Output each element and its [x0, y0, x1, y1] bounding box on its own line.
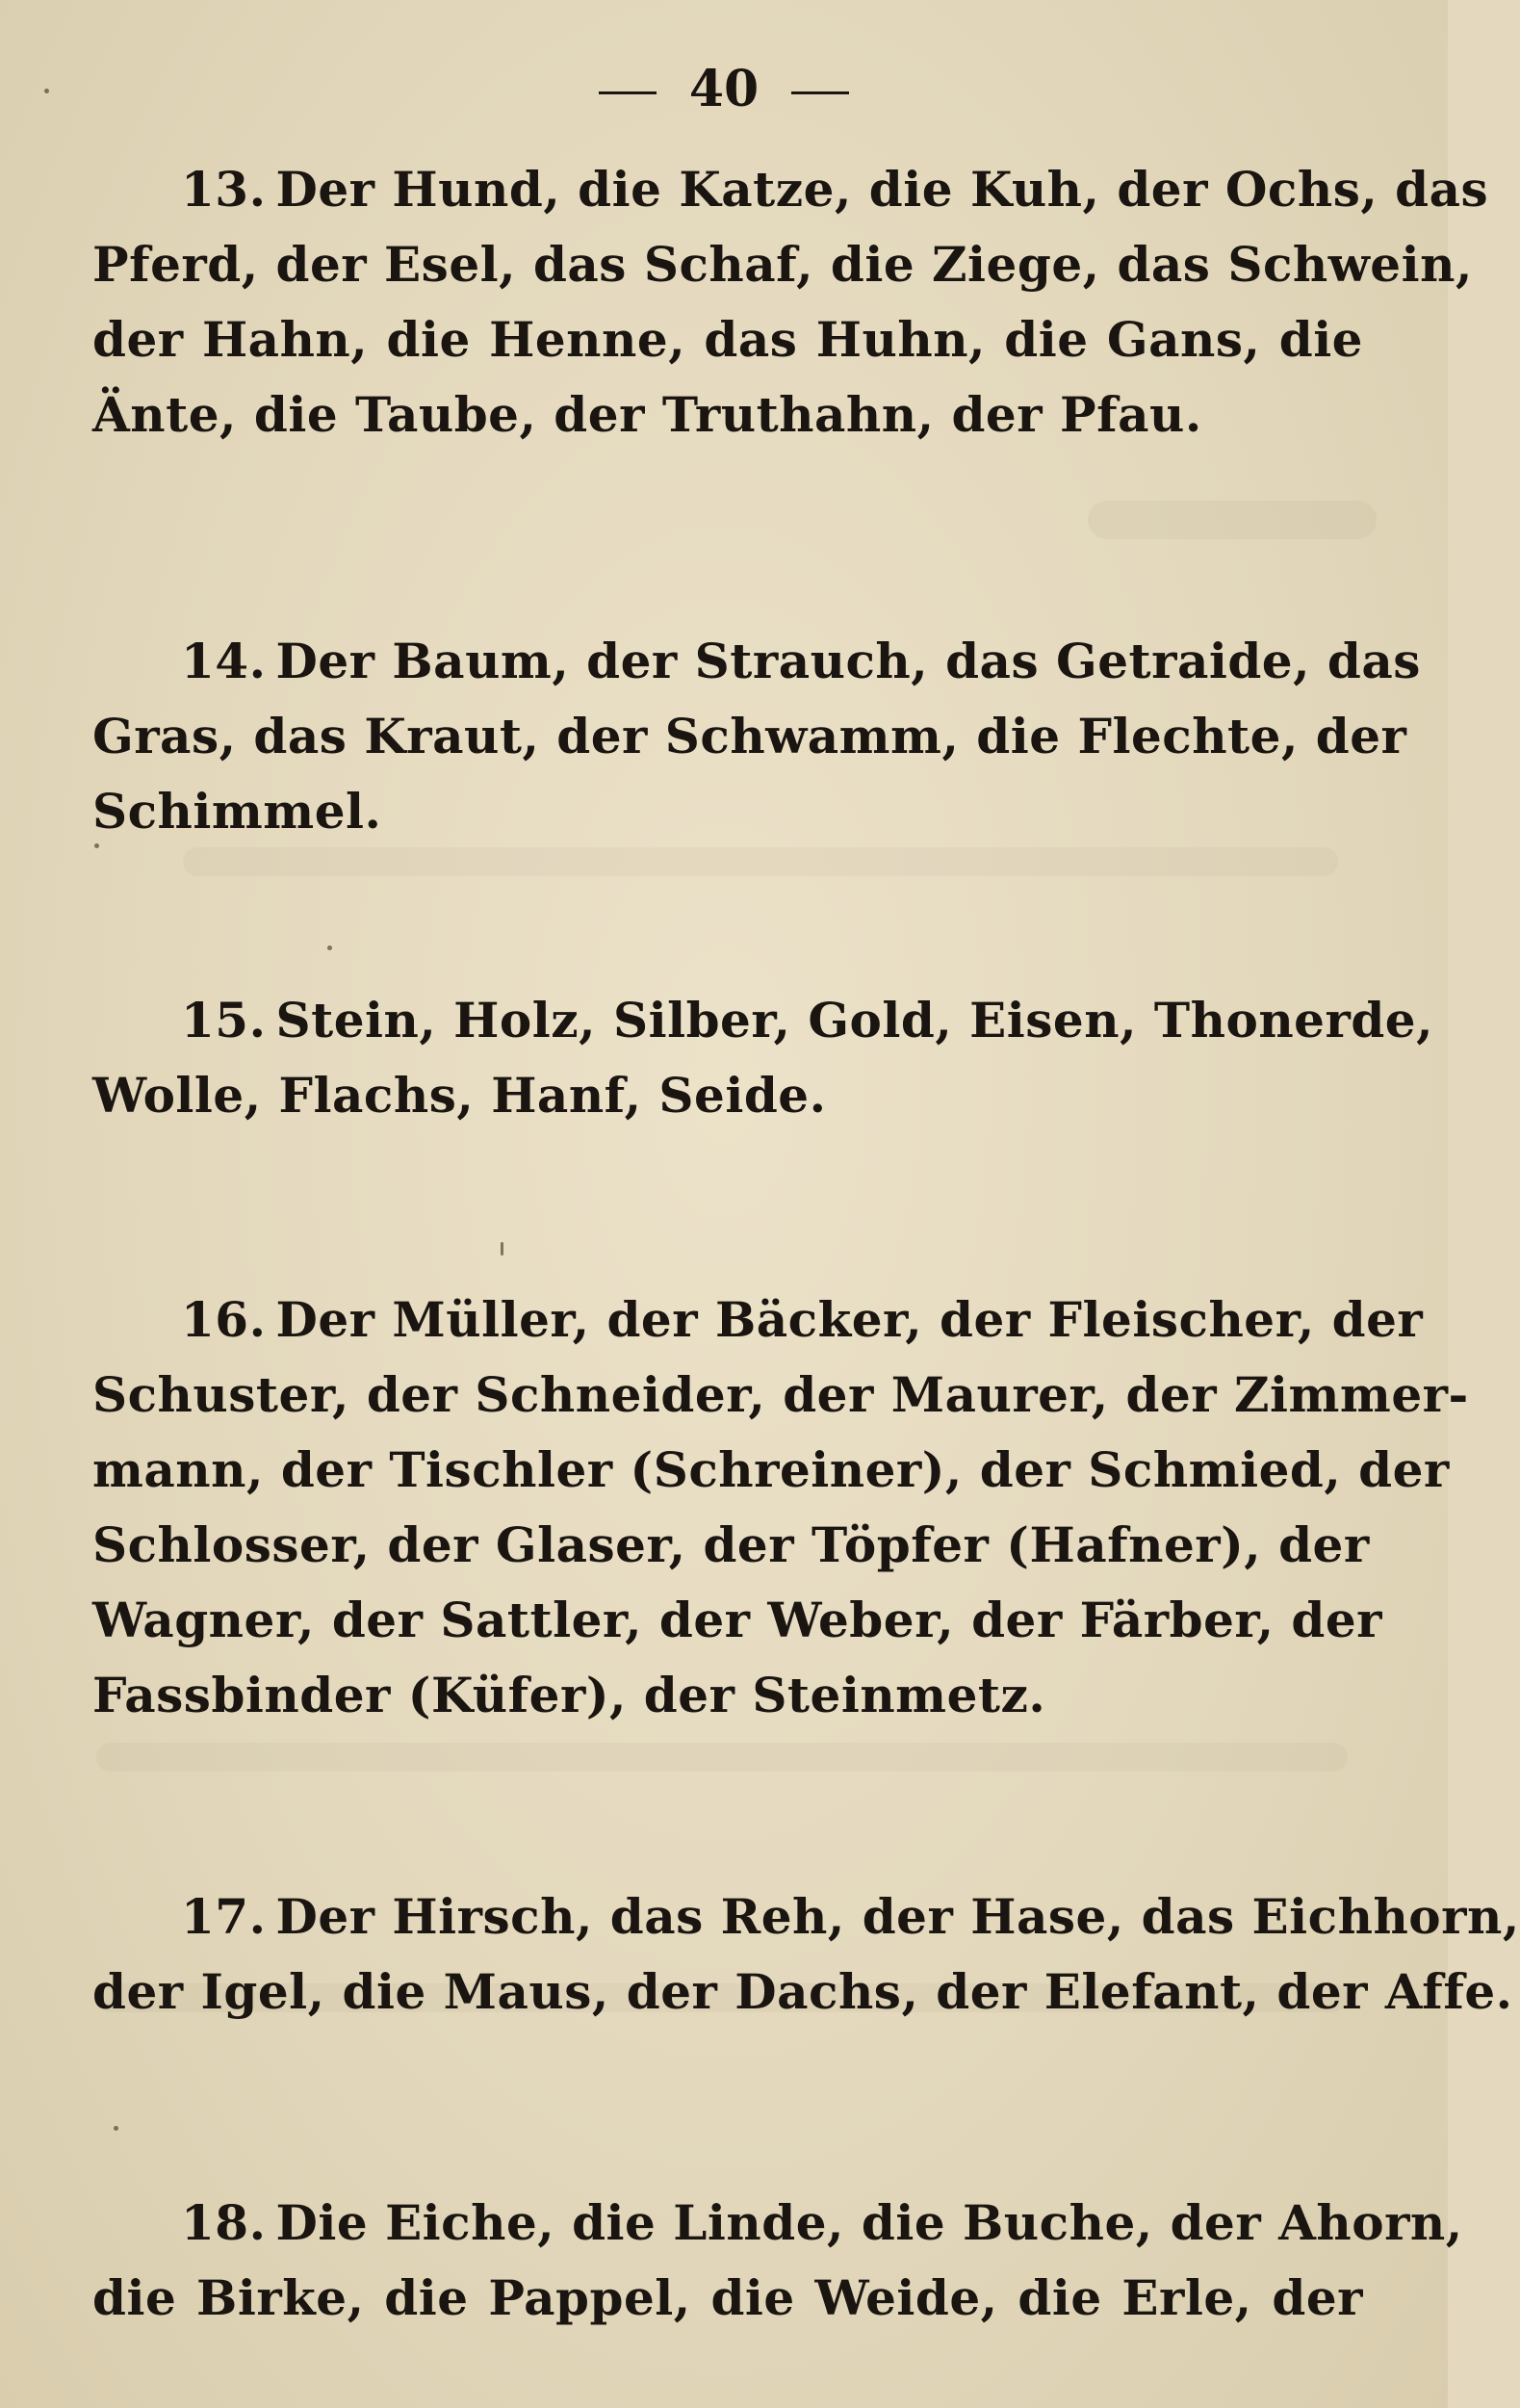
text-line: [92, 1879, 1520, 1955]
text-line: Änte, die Taube, der Truthahn, der Pfau.: [92, 386, 1202, 443]
text-line: der Igel, die Maus, der Dachs, der Elefant, der Affe.: [92, 1963, 1513, 2020]
show-through-smudge: [1088, 501, 1377, 539]
line-text: Der Müller, der Bäcker, der Fleischer, der: [275, 1291, 1424, 1348]
text-line: Wagner, der Sattler, der Weber, der Färber, der: [92, 1592, 1383, 1648]
text-line: der Hahn, die Henne, das Huhn, die Gans, die: [92, 311, 1363, 368]
page-header: [0, 60, 1448, 118]
paragraph-number: 13.: [181, 161, 267, 218]
text-line: [92, 983, 1434, 1058]
text-line: Pferd, der Esel, das Schaf, die Ziege, das Schwein,: [92, 236, 1473, 293]
paragraph-number: 14.: [181, 633, 267, 689]
text-line: Schlosser, der Glaser, der Töpfer (Hafner), der: [92, 1516, 1370, 1573]
header-dash-left: [599, 91, 657, 94]
show-through-smudge: [183, 847, 1338, 876]
paragraph-number: 17.: [181, 1888, 267, 1945]
paper-speck: [114, 2126, 118, 2131]
show-through-smudge: [96, 1743, 1348, 1772]
text-line: [92, 2186, 1463, 2261]
text-line: Fassbinder (Küfer), der Steinmetz.: [92, 1667, 1046, 1723]
line-text: Die Eiche, die Linde, die Buche, der Ahorn,: [275, 2194, 1463, 2251]
text-line: mann, der Tischler (Schreiner), der Schmied, der: [92, 1441, 1450, 1498]
text-line: Schuster, der Schneider, der Maurer, der Zimmer-: [92, 1366, 1469, 1423]
line-text: Der Hirsch, das Reh, der Hase, das Eichhorn,: [275, 1888, 1520, 1945]
text-line: Wolle, Flachs, Hanf, Seide.: [92, 1067, 827, 1124]
paragraph-number: 18.: [181, 2194, 267, 2251]
text-line: die Birke, die Pappel, die Weide, die Erle, der: [92, 2269, 1363, 2326]
line-text: Der Baum, der Strauch, das Getraide, das: [275, 633, 1421, 689]
text-line: Schimmel.: [92, 783, 382, 840]
paragraph-16: [92, 1282, 1469, 1733]
text-line: [92, 624, 1421, 699]
paper-speck: [501, 1242, 503, 1256]
text-line: [92, 152, 1489, 227]
page-number: 40: [688, 60, 760, 118]
paragraph-18: [92, 2186, 1463, 2336]
line-text: Der Hund, die Katze, die Kuh, der Ochs, das: [275, 161, 1489, 218]
paragraph-number: 15.: [181, 992, 267, 1049]
header-dash-right: [791, 91, 849, 94]
text-line: Gras, das Kraut, der Schwamm, die Flechte, der: [92, 708, 1407, 764]
paragraph-17: [92, 1879, 1520, 2030]
line-text: Stein, Holz, Silber, Gold, Eisen, Thonerde,: [275, 992, 1434, 1049]
text-line: [92, 1282, 1424, 1358]
paper-speck: [327, 945, 332, 950]
paragraph-14: [92, 624, 1421, 849]
paragraph-13: [92, 152, 1489, 453]
paragraph-15: [92, 983, 1434, 1133]
paragraph-number: 16.: [181, 1291, 267, 1348]
